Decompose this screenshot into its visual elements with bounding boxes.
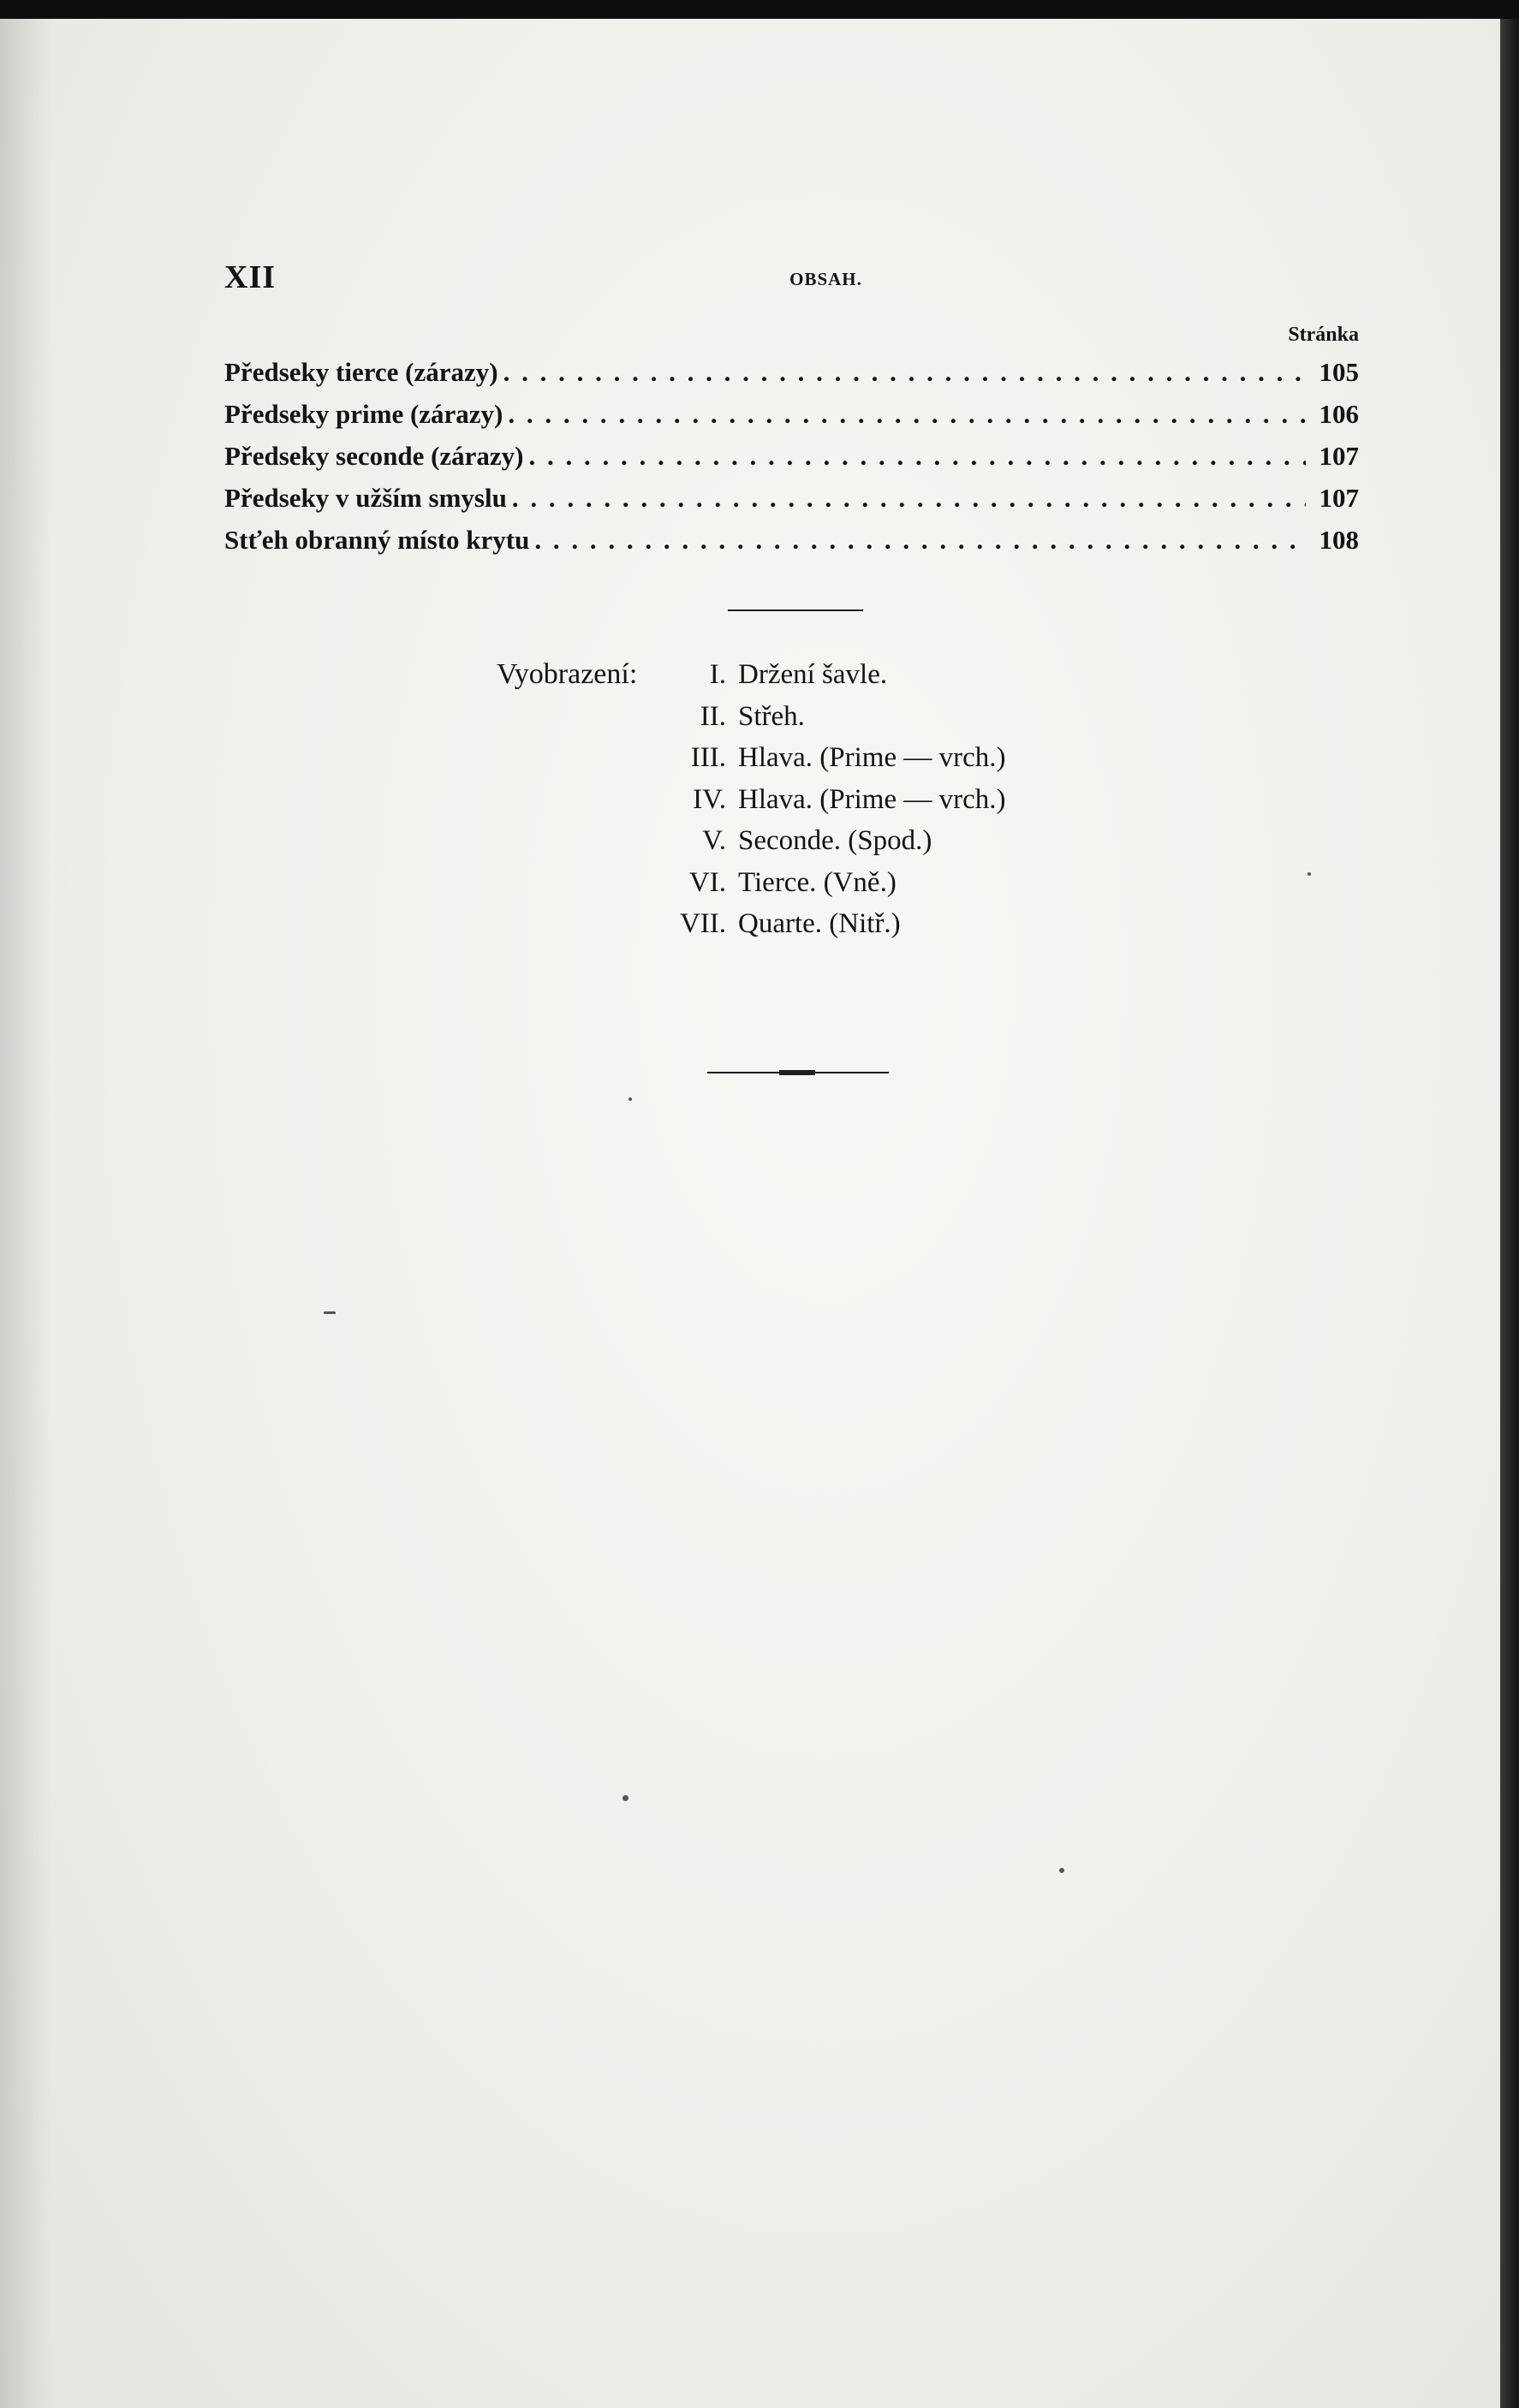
dot-leader (529, 519, 1306, 561)
book-page (0, 19, 1500, 2408)
illustration-item (651, 862, 1182, 904)
table-of-contents (224, 318, 1359, 561)
illustration-caption: Střeh. (738, 700, 805, 732)
illustration-item (651, 820, 1182, 862)
illustration-caption: Seconde. (Spod.) (738, 825, 932, 856)
illustration-caption: Quarte. (Nitř.) (738, 908, 901, 939)
page-number: XII (224, 259, 277, 295)
toc-entry (224, 519, 1359, 561)
dot-leader (507, 477, 1306, 519)
illustration-item (651, 903, 1182, 945)
section-title: OBSAH. (789, 269, 862, 289)
dot-leader (498, 351, 1306, 393)
illustration-caption: Tierce. (Vně.) (738, 866, 897, 898)
scan-right-border (1500, 19, 1519, 2408)
toc-entry (224, 393, 1359, 435)
illustration-number: IV. (693, 783, 726, 815)
paper-speck (622, 1795, 628, 1801)
dot-leader (503, 393, 1306, 435)
page-column-heading: Stránka (1288, 324, 1359, 346)
illustration-items (651, 654, 1182, 945)
section-divider (728, 609, 863, 611)
paper-speck (628, 1097, 632, 1101)
toc-entry (224, 477, 1359, 519)
toc-entry-title: Předseky v užším smyslu (224, 483, 507, 513)
illustration-item (651, 737, 1182, 779)
toc-entry-title: Stťeh obranný místo krytu (224, 525, 530, 555)
illustration-number: V. (702, 825, 726, 856)
end-ornament-center (779, 1070, 815, 1075)
page-left-shadow (0, 19, 51, 2408)
toc-entry-page: 105 (1319, 357, 1359, 387)
illustration-caption: Hlava. (Prime — vrch.) (738, 783, 1006, 815)
toc-entry-title: Předseky prime (zárazy) (224, 399, 503, 429)
toc-entry-title: Předseky seconde (zárazy) (224, 441, 524, 471)
illustration-item (651, 696, 1182, 738)
illustration-number: III. (690, 742, 726, 773)
paper-speck (1059, 1868, 1064, 1873)
illustration-number: I. (709, 659, 726, 690)
illustration-number: II. (700, 700, 726, 732)
toc-entry-page: 106 (1319, 399, 1359, 429)
illustrations-intro: Vyobrazení: (497, 658, 638, 690)
dot-leader (524, 435, 1306, 477)
illustration-caption: Držení šavle. (738, 659, 888, 690)
illustration-item (651, 654, 1182, 696)
toc-entry (224, 435, 1359, 477)
illustration-number: VII. (679, 908, 726, 939)
paper-speck (324, 1311, 336, 1314)
toc-entry-title: Předseky tierce (zárazy) (224, 357, 498, 387)
illustration-number: VI. (688, 866, 726, 898)
illustration-caption: Hlava. (Prime — vrch.) (738, 742, 1006, 773)
toc-entry (224, 351, 1359, 393)
toc-entry-page: 107 (1319, 483, 1359, 513)
running-head (224, 259, 1359, 301)
toc-entry-page: 108 (1319, 525, 1359, 555)
illustration-item (651, 779, 1182, 821)
paper-speck (1308, 872, 1311, 876)
toc-entry-page: 107 (1319, 441, 1359, 471)
